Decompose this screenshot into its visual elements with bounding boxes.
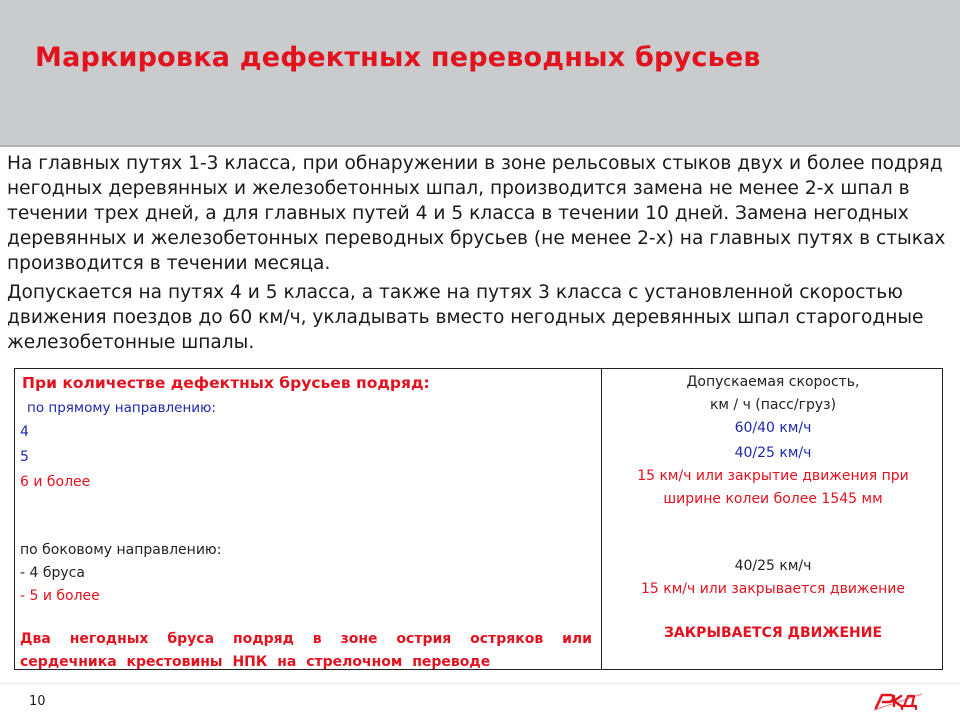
side-speed-value-4: 40/25 км/ч	[734, 558, 812, 574]
speed-value-6-line1: 15 км/ч или закрытие движения при	[637, 468, 909, 484]
speed-value-6-line2: ширине колеи более 1545 мм	[663, 491, 883, 507]
side-item-4: - 4 бруса	[20, 565, 85, 581]
intro-text	[7, 151, 952, 359]
straight-direction-label: по прямому направлению:	[27, 400, 216, 416]
straight-item-4: 4	[20, 424, 29, 440]
table-column-divider	[601, 368, 602, 670]
intro-paragraph-2: Допускается на путях 4 и 5 класса, а также на путях 3 класса с установленной скоростью движения поездов до 60 км/ч, укладывать вместо негодных деревянных шпал старогодные железобетонные шпалы.	[7, 282, 924, 353]
side-direction-label: по боковому направлению:	[20, 542, 222, 558]
bottom-note: Два негодных бруса подряд в зоне острия остряков или сердечника крестовины НПК на стрелочном переводе	[20, 631, 592, 670]
page-title: Маркировка дефектных переводных брусьев	[35, 42, 761, 73]
speed-heading-line1: Допускаемая скорость,	[686, 374, 860, 390]
footer-divider	[0, 683, 960, 684]
rzd-logo-icon	[872, 690, 924, 712]
table-left-heading: При количестве дефектных брусьев подряд:	[22, 374, 430, 392]
page-number: 10	[29, 694, 46, 709]
intro-paragraph-1: На главных путях 1-3 класса, при обнаружении в зоне рельсовых стыков двух и более подряд негодных деревянных и железобетонных шпал, производится замена не менее 2-х шпал в течении трех дней, а для главных путей 4 и 5 класса в течении 10 дней. Замена негодных деревянных и железобетонных переводных брусьев (не менее 2-х) на главных путях в стыках производится в течении месяца.	[7, 153, 946, 274]
side-item-5-plus: - 5 и более	[20, 588, 100, 604]
speed-value-5: 40/25 км/ч	[734, 445, 812, 461]
speed-value-4: 60/40 км/ч	[734, 420, 812, 436]
speed-heading-line2: км / ч (пасс/груз)	[709, 397, 837, 413]
header-divider	[0, 145, 960, 147]
straight-item-6-plus: 6 и более	[20, 474, 91, 490]
straight-item-5: 5	[20, 449, 29, 465]
closed-movement-label: ЗАКРЫВАЕТСЯ ДВИЖЕНИЕ	[663, 625, 883, 641]
side-speed-value-5: 15 км/ч или закрывается движение	[640, 581, 906, 597]
